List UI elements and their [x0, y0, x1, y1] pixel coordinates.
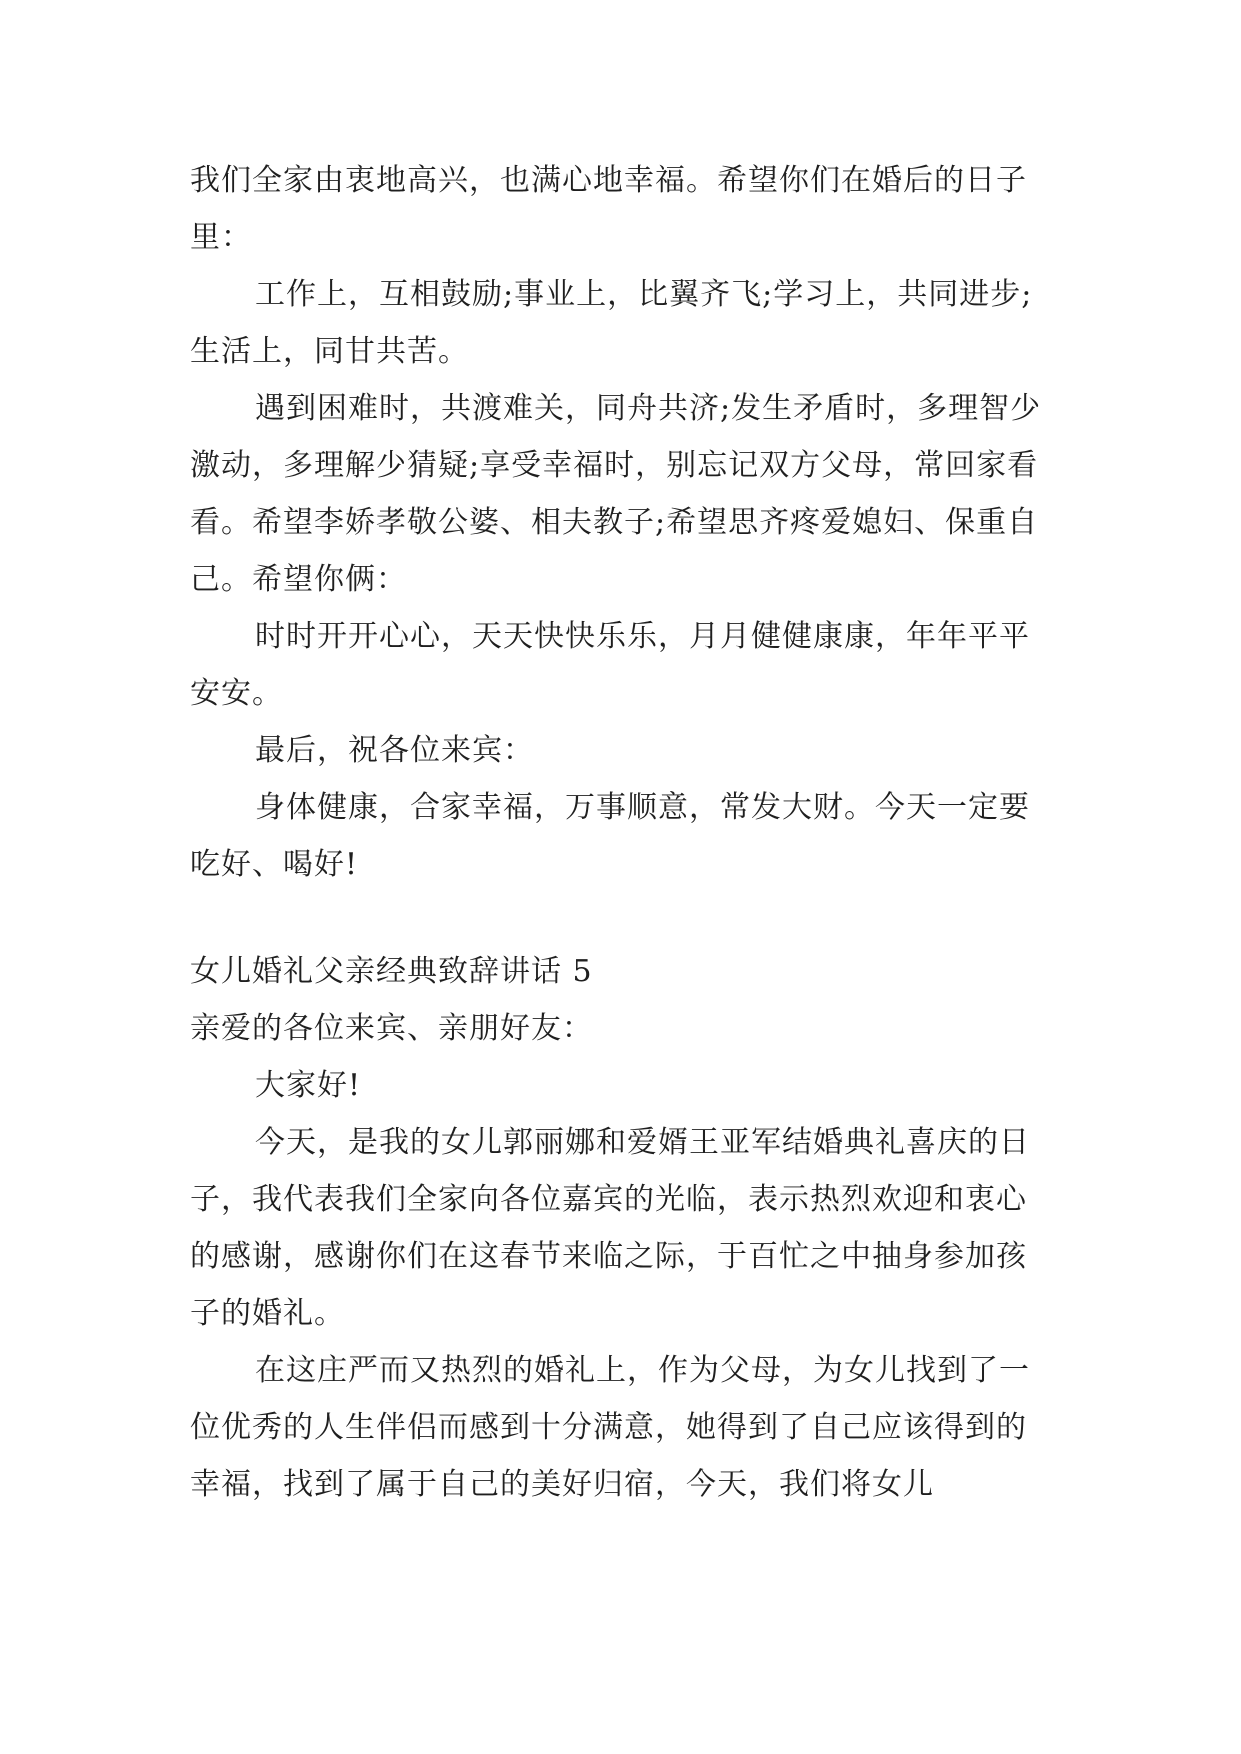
section-spacer — [190, 893, 1050, 943]
paragraph-continuation: 我们全家由衷地高兴，也满心地幸福。希望你们在婚后的日子里： — [190, 163, 1027, 255]
paragraph: 遇到困难时，共渡难关，同舟共济;发生矛盾时，多理智少激动，多理解少猜疑;享受幸福时，别忘记双方父母，常回家看看。希望李娇孝敬公婆、相夫教子;希望思齐疼爱媳妇、保重自己。希望你俩： — [190, 391, 1042, 597]
document-body — [190, 152, 1050, 1513]
paragraph: 工作上，互相鼓励;事业上，比翼齐飞;学习上，共同进步;生活上，同甘共苦。 — [190, 277, 1033, 369]
salutation: 亲爱的各位来宾、亲朋好友： — [190, 1011, 593, 1046]
paragraph: 大家好! — [255, 1068, 362, 1103]
paragraph: 身体健康，合家幸福，万事顺意，常发大财。今天一定要吃好、喝好! — [190, 790, 1030, 882]
paragraph: 时时开开心心，天天快快乐乐，月月健健康康，年年平平安安。 — [190, 619, 1030, 711]
paragraph: 最后，祝各位来宾： — [255, 733, 534, 768]
section-title: 女儿婚礼父亲经典致辞讲话 5 — [190, 954, 593, 989]
paragraph: 今天，是我的女儿郭丽娜和爱婿王亚军结婚典礼喜庆的日子，我代表我们全家向各位嘉宾的光临，表示热烈欢迎和衷心的感谢，感谢你们在这春节来临之际，于百忙之中抽身参加孩子的婚礼。 — [190, 1125, 1030, 1331]
paragraph: 在这庄严而又热烈的婚礼上，作为父母，为女儿找到了一位优秀的人生伴侣而感到十分满意，她得到了自己应该得到的幸福，找到了属于自己的美好归宿，今天，我们将女儿 — [190, 1353, 1030, 1502]
